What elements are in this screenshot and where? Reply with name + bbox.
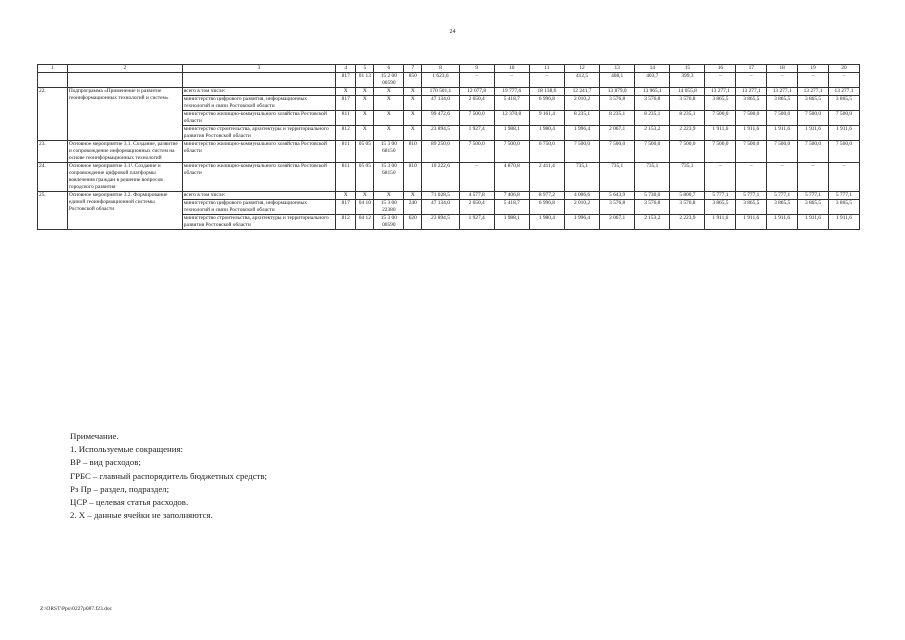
table-cell: министерство жилищно-коммунального хозяйства Ростовской области [182,141,335,163]
table-cell: 71 028,5 [422,192,459,200]
column-number: 3 [182,65,335,73]
table-cell: 19 777,6 [494,88,529,96]
table-cell: 1 911,6 [767,126,798,141]
table-cell: 1 911,6 [798,215,829,230]
table-cell: Х [356,192,374,200]
table-cell: 7 500,0 [600,141,635,163]
table-cell: 2 223,9 [670,215,705,230]
table-cell [38,73,68,88]
table-cell: 24. [38,163,68,192]
table-cell: Х [404,111,422,126]
table-cell: 811 [336,111,356,126]
table-cell: 7 500,0 [736,141,767,163]
table-cell: 1 980,4 [529,215,564,230]
table-cell: 47 134,0 [422,200,459,215]
table-cell: Х [356,126,374,141]
table-cell: 1 911,6 [798,126,829,141]
table-row [38,141,860,163]
column-number: 2 [67,65,182,73]
table-cell: 12 077,8 [459,88,494,96]
table-cell: 812 [336,215,356,230]
table-cell: 3 865,5 [798,96,829,111]
column-number: 6 [374,65,404,73]
table-cell: 811 [336,163,356,192]
column-number: 17 [736,65,767,73]
table-cell: 7 500,0 [670,141,705,163]
table-cell: – [736,73,767,88]
table-cell: 23 894,5 [422,126,459,141]
column-number: 16 [705,65,736,73]
column-number: 7 [404,65,422,73]
note-line: ГРБС – главный распорядитель бюджетных средств; [70,470,267,481]
notes-block [70,430,267,522]
table-cell: 1 927,4 [459,126,494,141]
table-cell: – [828,163,859,192]
table-cell: 817 [336,96,356,111]
table-cell: Основное мероприятие 3.1¹. Создание и сопровождение цифровой платформы вовлечения граждан в решение вопросов городского развития [67,163,182,192]
table-cell: 13 879,0 [600,88,635,96]
table-cell: 5 643,9 [600,192,635,200]
table-cell: 15 2 00 00590 [374,73,404,88]
table-cell: 47 134,0 [422,96,459,111]
table-cell: Х [374,192,404,200]
table-cell: 12 370,8 [494,111,529,126]
table-cell: Подпрограмма «Применение и развитие геоинформационных технологий и систем» [67,88,182,141]
table-cell: 7 500,0 [494,141,529,163]
table-cell: 3 865,5 [798,200,829,215]
budget-table [37,64,860,230]
table-cell: 04 10 [356,200,374,215]
table-cell: 3 865,5 [828,200,859,215]
table-cell: – [828,73,859,88]
table-cell: 7 500,0 [798,111,829,126]
table-cell: 3 865,5 [736,96,767,111]
column-number: 15 [670,65,705,73]
table-cell: 3 865,5 [736,200,767,215]
table-cell: 6 996,8 [529,200,564,215]
table-cell: 811 [336,141,356,163]
table-cell: Х [356,111,374,126]
table-cell: 5 777,1 [736,192,767,200]
table-cell: 1 911,6 [705,126,736,141]
table-cell: 7 500,0 [828,141,859,163]
table-cell: Х [356,88,374,96]
table-cell: министерство жилищно-коммунального хозяйства Ростовской области [182,111,335,126]
table-cell: 7 500,0 [767,141,798,163]
table-cell: 3 865,5 [828,96,859,111]
table-cell: всего в том числе: [182,192,335,200]
table-cell: 3 576,8 [670,200,705,215]
table-cell: 5 777,1 [828,192,859,200]
table-cell [67,73,182,88]
column-number: 9 [459,65,494,73]
table-cell: 7 500,0 [564,141,599,163]
page-number: 24 [449,29,456,35]
table-cell: – [767,163,798,192]
table-cell: 7 500,0 [798,141,829,163]
table-row [38,163,860,192]
table-cell: – [798,73,829,88]
table-cell: Х [374,126,404,141]
table-cell: 13 277,1 [736,88,767,96]
table-cell: – [767,73,798,88]
table-cell: 9 161,4 [529,111,564,126]
table-cell: 25. [38,192,68,230]
table-cell: 735,1 [564,163,599,192]
table-cell: 99 472,6 [422,111,459,126]
table-cell: Основное мероприятие 3.1. Создание, развитие и сопровождение информационных систем на основе геоинформационных технологий [67,141,182,163]
table-cell: 5 777,1 [705,192,736,200]
table-cell: 5 777,1 [767,192,798,200]
table-cell: 13 965,1 [635,88,670,96]
table-cell: 2 067,1 [600,126,635,141]
table-cell: 4 870,8 [494,163,529,192]
note-line: 2. Х – данные ячейки не заполняются. [70,510,213,521]
table-cell: всего в том числе: [182,88,335,96]
column-number: 13 [600,65,635,73]
table-cell: 12 241,7 [564,88,599,96]
table-cell: 1 988,1 [494,126,529,141]
table-cell: 2 650,4 [459,96,494,111]
table-cell: 05 05 [356,141,374,163]
table-cell: 8 235,1 [635,111,670,126]
table-cell: 7 500,0 [635,141,670,163]
table-cell: 620 [404,215,422,230]
table-cell: министерство строительства, архитектуры и территориального развития Ростовской области [182,126,335,141]
table-cell: 2 067,1 [600,215,635,230]
note-line: 1. Используемые сокращения: [70,444,183,455]
table-cell: 3 576,8 [670,96,705,111]
table-cell: 5 730,0 [635,192,670,200]
table-cell: 408,1 [600,73,635,88]
table-cell: Х [356,96,374,111]
table-cell: – [736,163,767,192]
table-cell: Х [404,96,422,111]
table-cell: 7 500,0 [459,141,494,163]
table-cell: Х [404,192,422,200]
table-cell: 22. [38,88,68,141]
table-cell: Х [336,88,356,96]
table-cell: 2 153,2 [635,126,670,141]
table-cell: 6 996,8 [529,96,564,111]
table-cell: 13 277,1 [705,88,736,96]
table-cell: 3 865,5 [767,200,798,215]
table-cell: 1 623,6 [422,73,459,88]
table-cell: 7 406,8 [494,192,529,200]
table-cell: Х [374,96,404,111]
table-cell: 4 577,8 [459,192,494,200]
table-cell: 01 13 [356,73,374,88]
table-cell: 7 500,0 [705,141,736,163]
table-cell: – [494,73,529,88]
table-cell: – [459,73,494,88]
table-cell: Х [404,88,422,96]
table-cell: 1 980,4 [529,126,564,141]
table-cell: 15 3 00 00590 [374,215,404,230]
table-cell: 13 277,1 [767,88,798,96]
table-cell: 817 [336,73,356,88]
table-cell: 1 911,6 [705,215,736,230]
table-cell: 3 576,8 [635,200,670,215]
table-cell: Х [336,192,356,200]
table-cell: 2 411,4 [529,163,564,192]
table-cell: 2 223,9 [670,126,705,141]
table-cell: 23. [38,141,68,163]
table-cell: 13 277,1 [798,88,829,96]
table-cell: 240 [404,200,422,215]
table-cell: 04 12 [356,215,374,230]
column-number: 18 [767,65,798,73]
table-cell: 7 500,0 [767,111,798,126]
table-cell: 810 [404,163,422,192]
table-cell: Х [374,88,404,96]
table-cell: 3 576,8 [635,96,670,111]
table-cell: 7 500,0 [736,111,767,126]
table-cell: 5 418,7 [494,200,529,215]
table-cell: 1 911,6 [736,215,767,230]
table-cell: 2 010,2 [564,96,599,111]
table-cell: 1 927,4 [459,215,494,230]
table-cell: 817 [336,200,356,215]
table-cell: 812 [336,126,356,141]
table-cell: 8 235,1 [600,111,635,126]
table-cell: 3 865,5 [705,96,736,111]
table-cell: Основное мероприятие 3.2. Формирование единой геоинформационной системы Ростовской области [67,192,182,230]
table-cell: 13 277,1 [828,88,859,96]
table-cell: – [705,163,736,192]
table-cell: 2 650,4 [459,200,494,215]
column-number-row [38,65,860,73]
table-cell: 399,3 [670,73,705,88]
table-cell: 1 911,6 [828,215,859,230]
table-cell: 10 222,6 [422,163,459,192]
note-line: Рз Пр – раздел, подраздел; [70,483,170,494]
table-cell: 735,1 [635,163,670,192]
file-path-footer: Z:\ORST\Ppo\0227p087.f23.doc [40,606,113,612]
table-cell: 15 3 00 22380 [374,200,404,215]
table-cell: 14 055,8 [670,88,705,96]
table-cell: 4 006,6 [564,192,599,200]
table-cell: 23 894,5 [422,215,459,230]
table-cell: 1 911,6 [736,126,767,141]
table-cell: 7 500,0 [705,111,736,126]
table-cell: министерство строительства, архитектуры и территориального развития Ростовской области [182,215,335,230]
table-cell: 2 153,2 [635,215,670,230]
table-cell: 6 750,0 [529,141,564,163]
table-cell: 5 418,7 [494,96,529,111]
table-cell: – [459,163,494,192]
table-cell: 5 800,7 [670,192,705,200]
table-cell: 8 235,1 [670,111,705,126]
table-cell: – [529,73,564,88]
table-cell: 850 [404,73,422,88]
table-cell: 3 576,8 [600,200,635,215]
note-line: Примечание. [70,431,119,441]
table-cell: 15 3 00 68150 [374,141,404,163]
table-cell: 89 250,0 [422,141,459,163]
table-cell: 5 777,1 [798,192,829,200]
table-row [38,192,860,200]
column-number: 12 [564,65,599,73]
table-cell: 170 501,1 [422,88,459,96]
table-cell: 8 977,2 [529,192,564,200]
table-cell: 403,7 [635,73,670,88]
table-row [38,88,860,96]
column-number: 5 [356,65,374,73]
table-cell: 18 138,6 [529,88,564,96]
table-cell: 1 996,4 [564,126,599,141]
table-cell: – [798,163,829,192]
table-cell: 735,1 [600,163,635,192]
table-cell: 3 865,5 [767,96,798,111]
table-cell: 1 911,6 [828,126,859,141]
table-cell: министерство жилищно-коммунального хозяйства Ростовской области [182,163,335,192]
table-cell: 735,1 [670,163,705,192]
table-cell: 1 988,1 [494,215,529,230]
table-cell: 7 500,0 [459,111,494,126]
note-line: ВР – вид расходов; [70,457,141,468]
table-cell: 3 576,8 [600,96,635,111]
column-number: 14 [635,65,670,73]
table-cell: 15 3 00 68150 [374,163,404,192]
table-cell: 1 911,6 [767,215,798,230]
table-cell: 1 996,4 [564,215,599,230]
table-cell: 412,5 [564,73,599,88]
column-number: 1 [38,65,68,73]
table-cell: Х [374,111,404,126]
table-cell: 810 [404,141,422,163]
table-row [38,73,860,88]
table-cell: 8 235,1 [564,111,599,126]
column-number: 19 [798,65,829,73]
column-number: 10 [494,65,529,73]
table-cell: 7 500,0 [828,111,859,126]
column-number: 11 [529,65,564,73]
table-cell: – [705,73,736,88]
note-line: ЦСР – целевая статья расходов. [70,497,189,508]
table-cell: 3 865,5 [705,200,736,215]
table-cell [182,73,335,88]
table-cell: министерство цифрового развития, информационных технологий и связи Ростовской области [182,96,335,111]
column-number: 20 [828,65,859,73]
table-cell: 05 05 [356,163,374,192]
column-number: 4 [336,65,356,73]
table-cell: министерство цифрового развития, информационных технологий и связи Ростовской области [182,200,335,215]
table-cell: 2 010,2 [564,200,599,215]
table-cell: Х [404,126,422,141]
column-number: 8 [422,65,459,73]
